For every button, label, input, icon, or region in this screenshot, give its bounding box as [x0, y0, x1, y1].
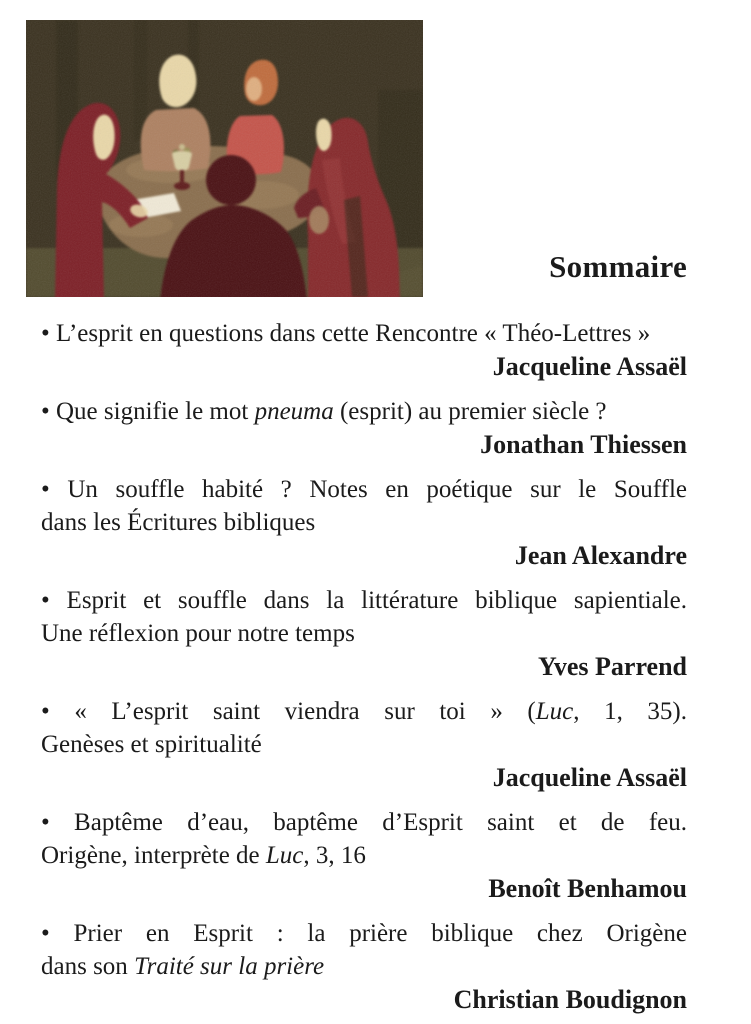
- toc-item: [41, 473, 687, 572]
- toc-item-author: Yves Parrend: [537, 652, 687, 681]
- toc-item-author: Christian Boudignon: [453, 985, 687, 1014]
- page-title: Sommaire: [549, 249, 687, 284]
- toc-title-line: • Baptême d’eau, baptême d’Esprit saint et de feu.: [41, 809, 687, 836]
- toc-title-line: • Un souffle habité ? Notes en poétique sur le Souffle: [41, 476, 687, 503]
- toc-item-author: Jean Alexandre: [514, 541, 687, 570]
- toc-item-author: Benoît Benhamou: [488, 874, 687, 903]
- toc-item: [41, 806, 687, 905]
- toc-item-author: Jonathan Thiessen: [480, 430, 687, 459]
- toc-title-line: • Prier en Esprit : la prière biblique chez Origène: [41, 920, 687, 947]
- toc-item-title: [41, 473, 687, 539]
- toc-item-title: [41, 584, 687, 650]
- toc-title-line: • Esprit et souffle dans la littérature biblique sapientiale.: [41, 587, 687, 614]
- toc-item-title: [41, 695, 687, 761]
- toc-title-line: • Que signifie le mot pneuma (esprit) au premier siècle ?: [41, 398, 607, 425]
- toc-item-author: Jacqueline Assaël: [492, 352, 687, 381]
- toc-item-author: Jacqueline Assaël: [492, 763, 687, 792]
- toc-title-line: Genèses et spiritualité: [41, 731, 262, 758]
- toc-title-line: • « L’esprit saint viendra sur toi » (Luc, 1, 35).: [41, 698, 688, 725]
- toc-item-title: [41, 395, 687, 428]
- table-of-contents: [41, 317, 687, 1024]
- toc-item: [41, 917, 687, 1016]
- toc-item-title: [41, 317, 687, 350]
- toc-title-line: Origène, interprète de Luc, 3, 16: [41, 842, 366, 869]
- toc-title-line: • L’esprit en questions dans cette Rencontre « Théo-Lettres »: [41, 320, 651, 347]
- toc-item-title: [41, 806, 687, 872]
- toc-title-line: dans son Traité sur la prière: [41, 953, 325, 980]
- toc-item: [41, 695, 687, 794]
- toc-title-line: dans les Écritures bibliques: [41, 509, 316, 536]
- toc-item: [41, 584, 687, 683]
- toc-item: [41, 395, 687, 461]
- toc-item-title: [41, 917, 687, 983]
- toc-item: [41, 317, 687, 383]
- toc-title-line: Une réflexion pour notre temps: [41, 620, 355, 647]
